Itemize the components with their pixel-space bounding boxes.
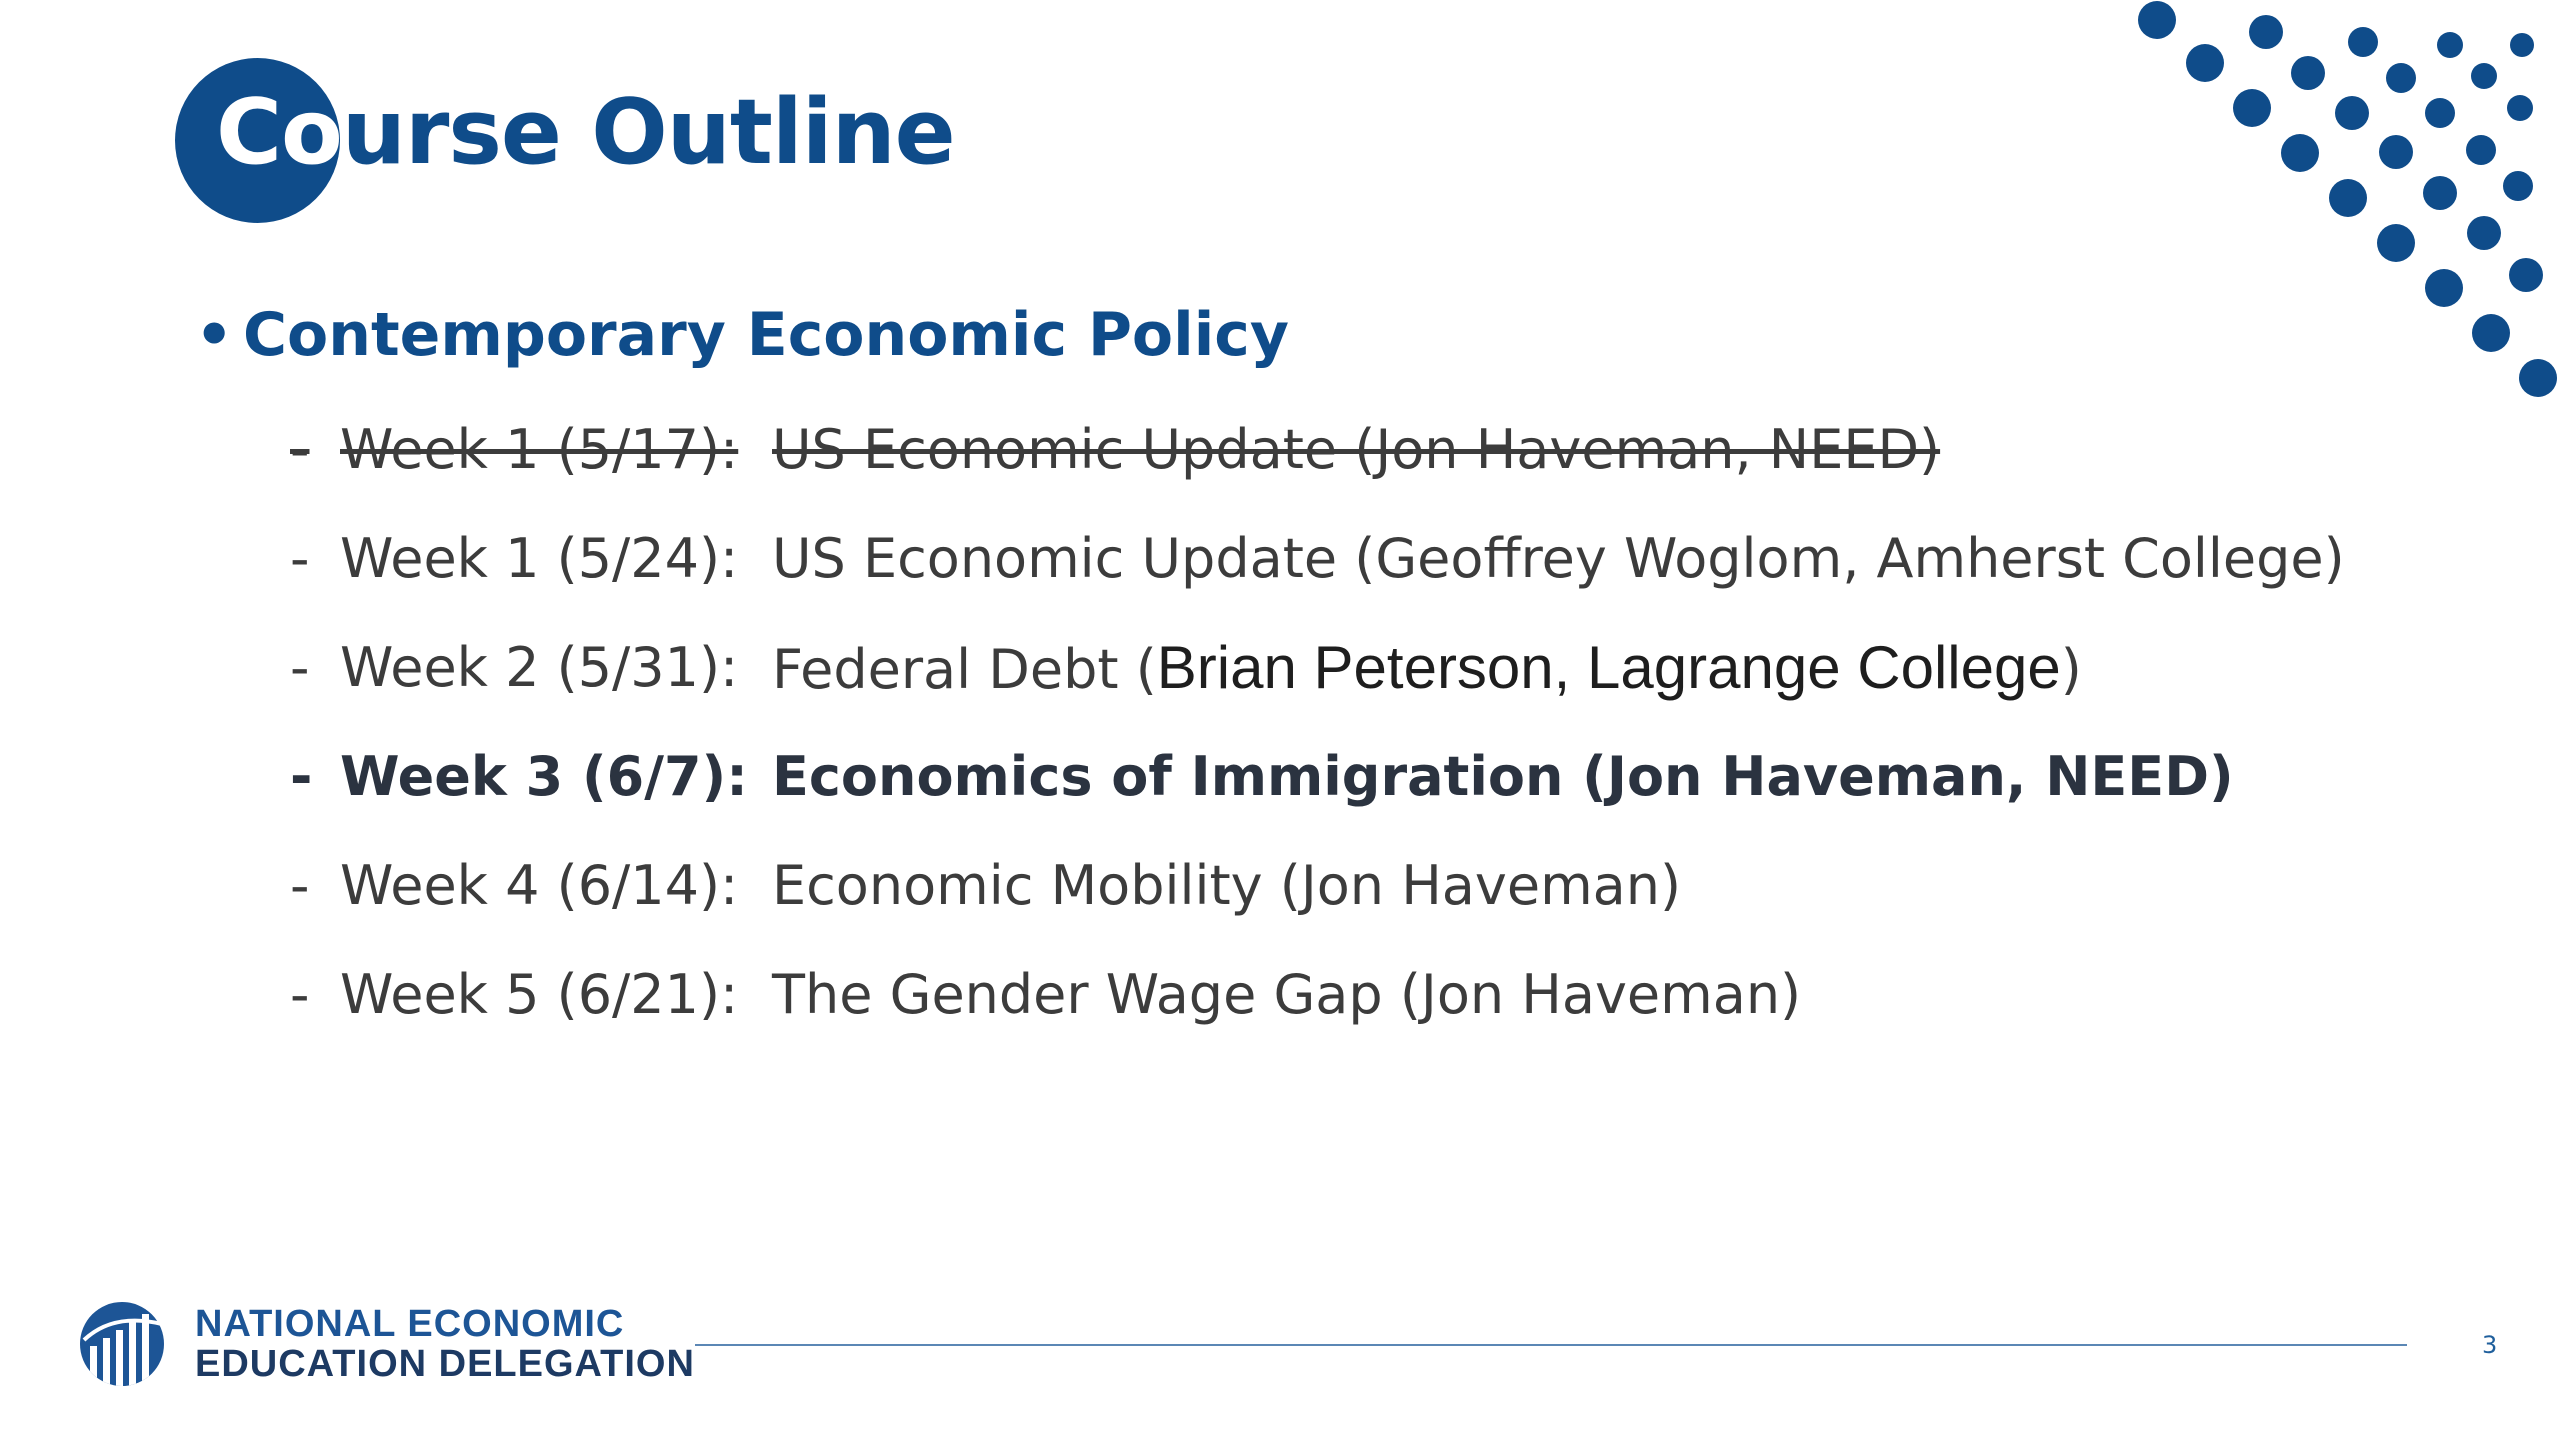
item-week: Week 4 (6/14): [340,854,739,917]
slide-title [216,78,955,188]
bullet-heading [195,290,1289,380]
item-topic-prefix: Federal Debt ( [772,638,1157,701]
item-topic: The Gender Wage Gap (Jon Haveman) [772,963,1802,1026]
item-week: Week 1 (5/17): [340,418,739,481]
footer-divider [695,1344,2407,1346]
list-item [290,623,2390,732]
brand-line-1: NATIONAL ECONOMIC [195,1303,625,1345]
list-item [290,950,2390,1059]
item-topic-suffix: ) [2060,638,2082,701]
list-item [290,405,2390,514]
item-dash: - [290,418,310,481]
list-item [290,514,2390,623]
item-dash: - [290,854,310,917]
brand-line-2: EDUCATION DELEGATION [195,1343,695,1385]
item-topic: Economics of Immigration (Jon Haveman, NEED) [772,745,2234,808]
bullet-mark: • [195,300,234,370]
need-logo-icon [78,1300,166,1388]
title-part-rest: urse Outline [341,80,955,185]
list-item-current [290,732,2390,841]
item-topic: US Economic Update (Jon Haveman, NEED) [772,418,1941,481]
bullet-heading-text: Contemporary Economic Policy [243,300,1289,370]
item-dash: - [290,636,310,699]
item-topic: Economic Mobility (Jon Haveman) [772,854,1682,917]
item-dash: - [290,745,313,808]
item-topic: US Economic Update (Geoffrey Woglom, Amherst College) [772,527,2345,590]
course-schedule-list [290,405,2390,1059]
item-topic-presenter: Brian Peterson, Lagrange College [1156,634,2061,701]
organization-name [195,1304,695,1384]
item-topic [772,623,2082,715]
item-week: Week 2 (5/31): [340,636,739,699]
decorative-dots-icon [2100,0,2560,420]
page-number: 3 [2482,1331,2498,1359]
title-part-on-circle: Co [216,80,342,185]
item-week: Week 3 (6/7): [340,745,748,808]
item-dash: - [290,963,310,1026]
item-week: Week 5 (6/21): [340,963,739,1026]
item-week: Week 1 (5/24): [340,527,739,590]
list-item [290,841,2390,950]
item-dash: - [290,527,310,590]
